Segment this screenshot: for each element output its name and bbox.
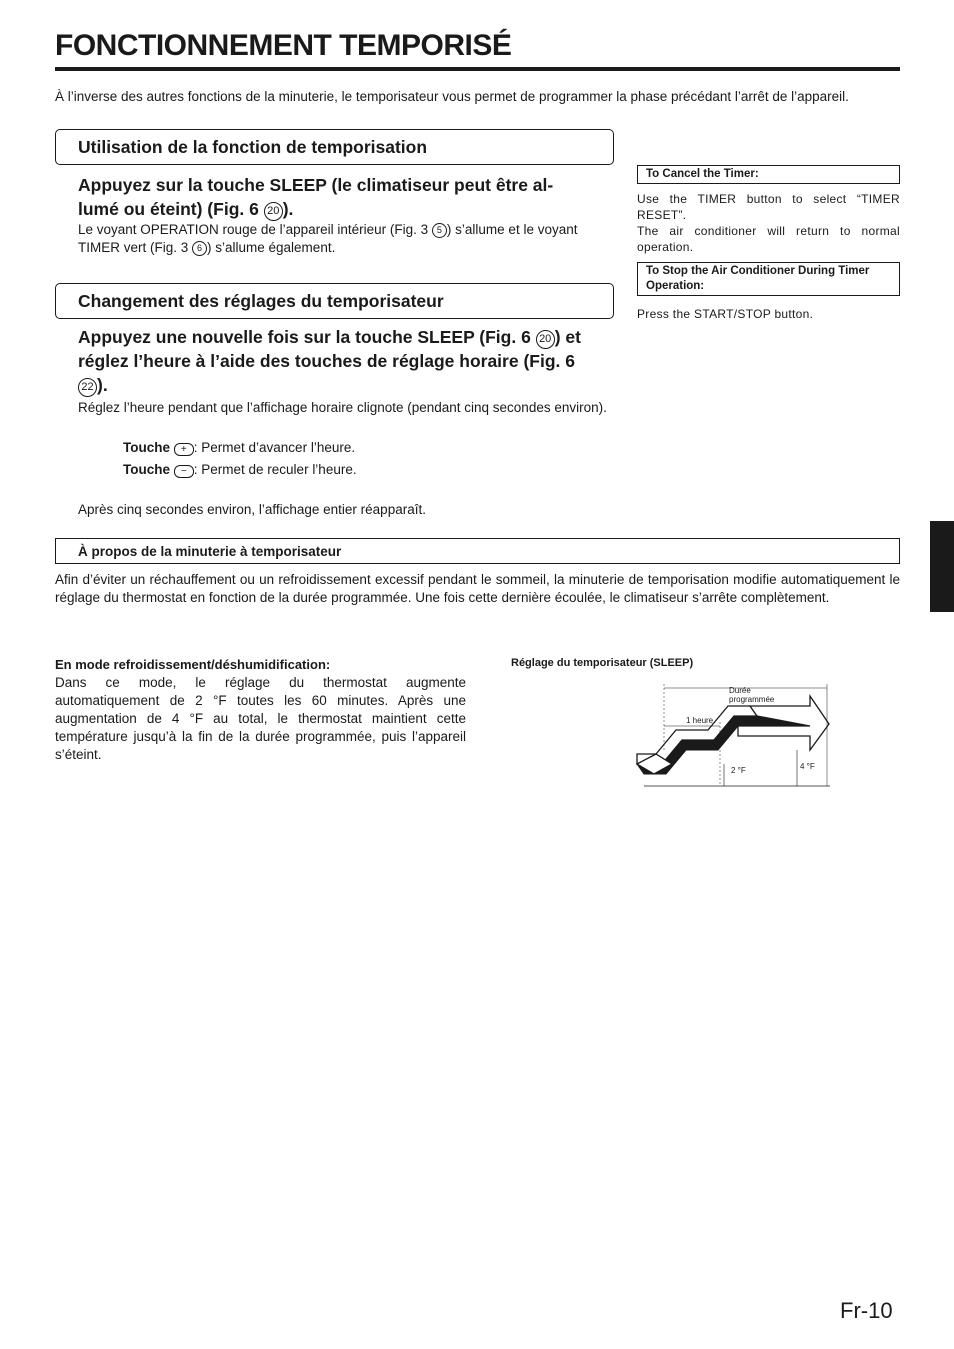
ref-circle: 20 [264,202,283,221]
cancel-text-2: The air conditioner will return to normal operation. [637,224,900,254]
page-number: Fr-10 [840,1298,893,1323]
cancel-timer-heading: To Cancel the Timer: [637,165,900,184]
cooling-text: Dans ce mode, le réglage du thermostat augmente automatiquement de 2 °F toutes les 60 minutes. Après une augmentation de 4 °F au total, le thermostat maintient cette température jusqu’à la fin de la durée programmée, puis l’appareil s’éteint. [55,675,466,762]
about-paragraph: Afin d’éviter un réchauffement ou un refroidissement excessif pendant le sommeil, la minuterie de temporisation modifie automatiquement le réglage du thermostat en fonction de la durée programmée. Une fois cette dernière écoulée, le climatiseur s’arrête complètement. [55,572,900,605]
ref-circle: 22 [78,378,97,397]
section-heading-about-text: À propos de la minuterie à temporisateur [78,543,342,559]
touch-plus-row [123,439,355,457]
section-heading-usage [55,129,614,165]
side-tab-marker [930,521,954,612]
ref-circle: 20 [536,330,555,349]
diagram-title: Réglage du temporisateur (SLEEP) [511,657,694,669]
intro-paragraph: À l’inverse des autres fonctions de la minuterie, le temporisateur vous permet de programmer la phase précédant l’arrêt de l’appareil. [55,89,849,104]
touch-label: Touche [123,440,170,455]
minus-key-icon: − [174,465,194,478]
step-adjust-line3-end: ). [97,375,108,395]
ref-circle: 5 [432,223,447,238]
touch-minus-row [123,461,357,479]
desc-part: Le voyant OPERATION rouge de l’appareil intérieur (Fig. 3 [78,222,432,237]
page-title: FONCTIONNEMENT TEMPORISÉ [55,29,512,62]
step-adjust-line1-end: ) et [554,327,581,347]
plus-desc: : Permet d’avancer l’heure. [193,440,356,455]
plus-key-icon: + [174,443,194,456]
stop-ac-heading: To Stop the Air Conditioner During Timer Operation: [637,262,900,296]
step-sleep-line2 [78,197,614,221]
title-rule [55,67,900,71]
touch-label: Touche [123,462,170,477]
minus-desc: : Permet de reculer l’heure. [193,462,357,477]
step-sleep-line2-end: ). [282,199,294,219]
after-text: Après cinq secondes environ, l’affichage entier réapparaît. [78,502,426,517]
step-adjust-line1-text: Appuyez une nouvelle fois sur la touche SLEEP (Fig. 6 [78,327,536,347]
step-sleep-line1: Appuyez sur la touche SLEEP (le climatiseur peut être al- [78,175,554,195]
section-heading-change-text: Changement des réglages du temporisateur [78,290,444,311]
step-sleep-heading [78,173,614,221]
step-adjust-line1 [78,325,614,349]
stop-ac-text: Press the START/STOP button. [637,307,814,321]
step-sleep-line2-text: lumé ou éteint) (Fig. 6 [78,199,264,219]
sleep-timer-diagram [630,680,840,795]
desc-part: ) s’allume également. [207,240,336,255]
cancel-timer-text [637,191,900,255]
section-heading-about [55,538,900,564]
section-heading-change [55,283,614,319]
step-adjust-line3 [78,373,614,397]
step-adjust-desc: Réglez l’heure pendant que l’affichage horaire clignote (pendant cinq secondes environ). [78,400,607,415]
section-heading-usage-text: Utilisation de la fonction de temporisation [78,136,428,157]
step-adjust-heading [78,325,614,397]
label-duration-1: Durée [729,686,751,695]
cancel-text-1: Use the TIMER button to select “TIMER RESET”. [637,192,900,222]
label-2f: 2 °F [731,766,746,775]
label-duration-2: programmée [729,695,775,704]
step-adjust-line2: réglez l’heure à l’aide des touches de réglage horaire (Fig. 6 [78,351,575,371]
desc-part: ) s’allume et le voyant TIMER vert (Fig. 3 [78,222,578,255]
label-4f: 4 °F [800,762,815,771]
ref-circle: 6 [192,241,207,256]
step-sleep-desc [78,221,618,257]
label-hour: 1 heure [686,716,714,725]
cooling-heading: En mode refroidissement/déshumidification: [55,657,331,672]
